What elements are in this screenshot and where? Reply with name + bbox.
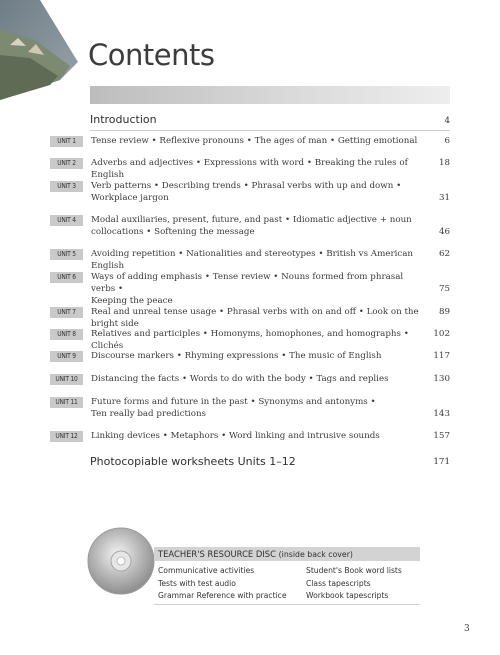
unit-topics-line: Verb patterns • Describing trends • Phrasal verbs with up and down • <box>91 181 402 191</box>
unit-topics <box>91 373 421 385</box>
unit-badge: UNIT 1 <box>50 136 83 147</box>
unit-page: 117 <box>433 351 450 361</box>
unit-badge: UNIT 8 <box>50 329 83 340</box>
unit-topics <box>91 350 421 362</box>
unit-topics <box>91 430 421 442</box>
unit-badge: UNIT 9 <box>50 351 83 362</box>
photocopiable-label: Photocopiable worksheets Units 1–12 <box>90 455 296 468</box>
unit-page: 157 <box>433 431 450 441</box>
corner-landscape-image <box>0 0 80 100</box>
disc-contents-right <box>306 565 402 603</box>
introduction-label: Introduction <box>90 113 157 126</box>
unit-topics-line: Future forms and future in the past • Synonyms and antonyms • <box>91 397 376 407</box>
divider <box>90 130 450 131</box>
unit-page: 46 <box>438 227 450 237</box>
unit-topics <box>91 248 421 272</box>
page-number: 3 <box>464 624 470 634</box>
disc-item: Grammar Reference with practice <box>158 591 287 600</box>
unit-topics <box>91 157 421 181</box>
unit-badge: UNIT 4 <box>50 215 83 226</box>
unit-topics <box>91 271 421 307</box>
photocopiable-page: 171 <box>433 457 450 467</box>
unit-topics-line: Distancing the facts • Words to do with the body • Tags and replies <box>91 374 389 384</box>
disc-subtitle: (inside back cover) <box>278 550 353 559</box>
unit-page: 31 <box>438 193 450 203</box>
unit-topics <box>91 135 421 147</box>
unit-topics-line: Ten really bad predictions <box>91 409 206 419</box>
introduction-page: 4 <box>444 116 450 126</box>
unit-topics-line: Tense review • Reflexive pronouns • The ages of man • Getting emotional <box>91 136 418 146</box>
unit-badge: UNIT 3 <box>50 181 83 192</box>
disc-item: Tests with test audio <box>158 578 236 588</box>
unit-badge: UNIT 6 <box>50 272 83 283</box>
unit-badge: UNIT 2 <box>50 158 83 169</box>
disc-item: Communicative activities <box>158 566 255 575</box>
page-title: Contents <box>88 38 215 72</box>
unit-topics-line: Modal auxiliaries, present, future, and past • Idiomatic adjective + noun <box>91 215 412 225</box>
unit-page: 89 <box>438 307 450 317</box>
unit-badge: UNIT 5 <box>50 249 83 260</box>
unit-page: 62 <box>438 249 450 259</box>
unit-topics-line: collocations • Softening the message <box>91 227 255 237</box>
unit-topics-line: Relatives and participles • Homonyms, homophones, and homographs • Clichés <box>91 329 409 351</box>
unit-badge: UNIT 12 <box>50 431 83 442</box>
unit-page: 130 <box>433 374 450 384</box>
title-gradient-bar <box>90 86 450 104</box>
unit-topics <box>91 214 421 238</box>
unit-topics-line: Real and unreal tense usage • Phrasal verbs with on and off • Look on the bright side <box>91 307 419 329</box>
photocopiable-row[interactable] <box>90 455 450 468</box>
unit-page: 6 <box>444 136 450 146</box>
disc-item: Class tapescripts <box>306 578 371 588</box>
unit-badge: UNIT 10 <box>50 374 83 385</box>
unit-page: 102 <box>433 329 450 339</box>
introduction-row[interactable] <box>90 113 450 126</box>
unit-topics-line: Avoiding repetition • Nationalities and stereotypes • British vs American English <box>91 249 414 271</box>
unit-page: 18 <box>438 158 450 168</box>
unit-topics-line: Discourse markers • Rhyming expressions • The music of English <box>91 351 382 361</box>
unit-topics <box>91 306 421 330</box>
unit-page: 75 <box>438 284 450 294</box>
unit-page: 143 <box>433 409 450 419</box>
disc-item: Workbook tapescripts <box>306 591 389 600</box>
unit-topics-line: Keeping the peace <box>91 296 173 306</box>
unit-topics <box>91 328 421 352</box>
disc-contents-left <box>158 565 287 603</box>
disc-divider <box>154 604 420 605</box>
unit-topics <box>91 180 421 204</box>
unit-topics-line: Linking devices • Metaphors • Word linking and intrusive sounds <box>91 431 380 441</box>
unit-topics-line: Workplace jargon <box>91 193 169 203</box>
disc-item: Student's Book word lists <box>306 566 402 575</box>
cd-disc-image <box>86 526 156 596</box>
unit-topics <box>91 396 421 420</box>
unit-badge: UNIT 7 <box>50 307 83 318</box>
disc-header-bar <box>154 547 420 561</box>
unit-badge: UNIT 11 <box>50 397 83 408</box>
unit-topics-line: Ways of adding emphasis • Tense review • Nouns formed from phrasal verbs • <box>91 272 404 294</box>
unit-topics-line: Adverbs and adjectives • Expressions with word • Breaking the rules of English <box>91 158 408 180</box>
disc-title: TEACHER'S RESOURCE DISC <box>158 549 276 559</box>
